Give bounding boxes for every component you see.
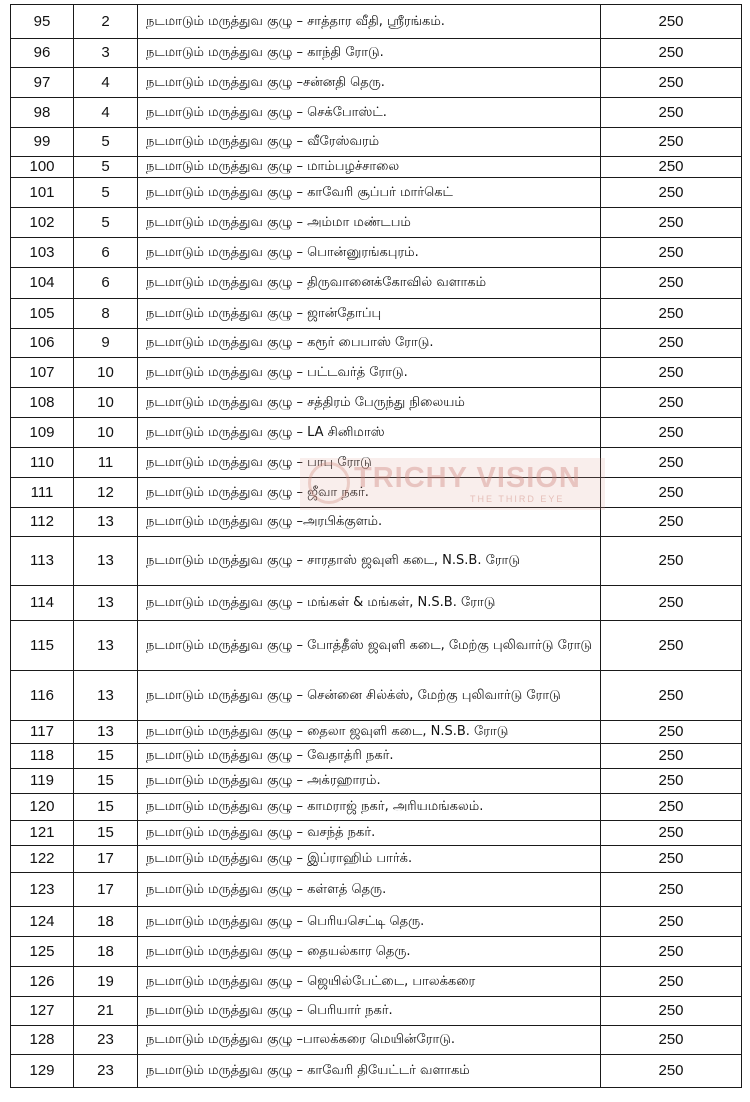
location-cell: நடமாடும் மருத்துவ குழு – சாத்தார வீதி, ஸ்ரீரங்கம். <box>138 5 601 39</box>
amount-cell: 250 <box>601 358 742 388</box>
serial-number-cell: 112 <box>11 508 74 537</box>
ward-number-cell: 6 <box>74 268 138 299</box>
serial-number-cell: 109 <box>11 418 74 448</box>
ward-number-cell: 15 <box>74 794 138 821</box>
table-row <box>11 537 742 586</box>
serial-number-cell: 123 <box>11 873 74 907</box>
serial-number-cell: 120 <box>11 794 74 821</box>
table-row <box>11 907 742 937</box>
serial-number-cell: 105 <box>11 299 74 329</box>
table-row <box>11 39 742 68</box>
ward-number-cell: 9 <box>74 329 138 358</box>
amount-cell: 250 <box>601 299 742 329</box>
ward-number-cell: 10 <box>74 358 138 388</box>
table-row <box>11 329 742 358</box>
amount-cell: 250 <box>601 744 742 769</box>
ward-number-cell: 2 <box>74 5 138 39</box>
table-row <box>11 418 742 448</box>
amount-cell: 250 <box>601 537 742 586</box>
serial-number-cell: 111 <box>11 478 74 508</box>
ward-number-cell: 18 <box>74 937 138 967</box>
ward-number-cell: 13 <box>74 721 138 744</box>
serial-number-cell: 118 <box>11 744 74 769</box>
location-cell: நடமாடும் மருத்துவ குழு – ஜெயில்பேட்டை, பாலக்கரை <box>138 967 601 997</box>
ward-number-cell: 13 <box>74 537 138 586</box>
ward-number-cell: 13 <box>74 586 138 621</box>
location-cell: நடமாடும் மருத்துவ குழு – கள்ளத் தெரு. <box>138 873 601 907</box>
amount-cell: 250 <box>601 769 742 794</box>
amount-cell: 250 <box>601 329 742 358</box>
serial-number-cell: 99 <box>11 128 74 157</box>
serial-number-cell: 127 <box>11 997 74 1026</box>
watermark-subtitle: THE THIRD EYE <box>470 494 565 504</box>
serial-number-cell: 106 <box>11 329 74 358</box>
amount-cell: 250 <box>601 671 742 721</box>
table-row <box>11 5 742 39</box>
location-cell: நடமாடும் மருத்துவ குழு – காவேரி சூப்பர் மார்கெட் <box>138 178 601 208</box>
location-cell: நடமாடும் மருத்துவ குழு – அம்மா மண்டபம் <box>138 208 601 238</box>
table-row <box>11 967 742 997</box>
location-cell: நடமாடும் மருத்துவ குழு – செக்போஸ்ட். <box>138 98 601 128</box>
amount-cell: 250 <box>601 621 742 671</box>
location-cell: நடமாடும் மருத்துவ குழு – பெரியார் நகர். <box>138 997 601 1026</box>
amount-cell: 250 <box>601 68 742 98</box>
amount-cell: 250 <box>601 208 742 238</box>
ward-number-cell: 4 <box>74 98 138 128</box>
table-row <box>11 621 742 671</box>
location-cell: நடமாடும் மருத்துவ குழு – காமராஜ் நகர், அரியமங்கலம். <box>138 794 601 821</box>
serial-number-cell: 95 <box>11 5 74 39</box>
location-cell: நடமாடும் மருத்துவ குழு – அக்ரஹாரம். <box>138 769 601 794</box>
table-row <box>11 1026 742 1055</box>
amount-cell: 250 <box>601 128 742 157</box>
location-cell: நடமாடும் மருத்துவ குழு – கரூர் பைபாஸ் ரோடு. <box>138 329 601 358</box>
table-row <box>11 299 742 329</box>
location-cell: நடமாடும் மருத்துவ குழு – ஜீவா நகர். <box>138 478 601 508</box>
ward-number-cell: 21 <box>74 997 138 1026</box>
table-row <box>11 388 742 418</box>
ward-number-cell: 10 <box>74 418 138 448</box>
amount-cell: 250 <box>601 448 742 478</box>
ward-number-cell: 11 <box>74 448 138 478</box>
location-cell: நடமாடும் மருத்துவ குழு – போத்தீஸ் ஜவுளி கடை, மேற்கு புலிவார்டு ரோடு <box>138 621 601 671</box>
location-cell: நடமாடும் மருத்துவ குழு – சாரதாஸ் ஜவுளி கடை, N.S.B. ரோடு <box>138 537 601 586</box>
ward-number-cell: 4 <box>74 68 138 98</box>
location-cell: நடமாடும் மருத்துவ குழு –அரபிக்குளம். <box>138 508 601 537</box>
location-cell: நடமாடும் மருத்துவ குழு – சென்னை சில்க்ஸ், மேற்கு புலிவார்டு ரோடு <box>138 671 601 721</box>
ward-number-cell: 6 <box>74 238 138 268</box>
ward-number-cell: 5 <box>74 178 138 208</box>
table-row <box>11 794 742 821</box>
ward-number-cell: 13 <box>74 621 138 671</box>
amount-cell: 250 <box>601 873 742 907</box>
serial-number-cell: 116 <box>11 671 74 721</box>
location-cell: நடமாடும் மருத்துவ குழு – இப்ராஹிம் பார்க். <box>138 846 601 873</box>
amount-cell: 250 <box>601 1026 742 1055</box>
ward-number-cell: 13 <box>74 508 138 537</box>
table-row <box>11 821 742 846</box>
location-cell: நடமாடும் மருத்துவ குழு – வேதாத்ரி நகர். <box>138 744 601 769</box>
table-row <box>11 846 742 873</box>
amount-cell: 250 <box>601 937 742 967</box>
serial-number-cell: 110 <box>11 448 74 478</box>
serial-number-cell: 107 <box>11 358 74 388</box>
ward-number-cell: 12 <box>74 478 138 508</box>
serial-number-cell: 122 <box>11 846 74 873</box>
serial-number-cell: 102 <box>11 208 74 238</box>
ward-number-cell: 5 <box>74 128 138 157</box>
ward-number-cell: 5 <box>74 157 138 178</box>
amount-cell: 250 <box>601 846 742 873</box>
location-cell: நடமாடும் மருத்துவ குழு – பெரியசெட்டி தெரு. <box>138 907 601 937</box>
amount-cell: 250 <box>601 178 742 208</box>
amount-cell: 250 <box>601 5 742 39</box>
ward-number-cell: 18 <box>74 907 138 937</box>
table-row <box>11 873 742 907</box>
location-cell: நடமாடும் மருத்துவ குழு – பாபு ரோடு <box>138 448 601 478</box>
table-row <box>11 128 742 157</box>
table-row <box>11 268 742 299</box>
ward-number-cell: 15 <box>74 821 138 846</box>
table-row <box>11 178 742 208</box>
table-row <box>11 769 742 794</box>
serial-number-cell: 121 <box>11 821 74 846</box>
amount-cell: 250 <box>601 388 742 418</box>
location-cell: நடமாடும் மருத்துவ குழு – தைலா ஜவுளி கடை, N.S.B. ரோடு <box>138 721 601 744</box>
ward-number-cell: 8 <box>74 299 138 329</box>
amount-cell: 250 <box>601 721 742 744</box>
amount-cell: 250 <box>601 39 742 68</box>
amount-cell: 250 <box>601 157 742 178</box>
table-row <box>11 508 742 537</box>
location-cell: நடமாடும் மருத்துவ குழு –சன்னதி தெரு. <box>138 68 601 98</box>
table-row <box>11 1055 742 1088</box>
location-cell: நடமாடும் மருத்துவ குழு –பாலக்கரை மெயின்ரோடு. <box>138 1026 601 1055</box>
amount-cell: 250 <box>601 268 742 299</box>
location-cell: நடமாடும் மருத்துவ குழு – மங்கள் & மங்கள், N.S.B. ரோடு <box>138 586 601 621</box>
location-cell: நடமாடும் மருத்துவ குழு – காந்தி ரோடு. <box>138 39 601 68</box>
amount-cell: 250 <box>601 794 742 821</box>
ward-number-cell: 3 <box>74 39 138 68</box>
serial-number-cell: 101 <box>11 178 74 208</box>
table-row <box>11 478 742 508</box>
amount-cell: 250 <box>601 478 742 508</box>
table-row <box>11 937 742 967</box>
location-cell: நடமாடும் மருத்துவ குழு – காவேரி தியேட்டர் வளாகம் <box>138 1055 601 1088</box>
table-row <box>11 98 742 128</box>
serial-number-cell: 108 <box>11 388 74 418</box>
table-row <box>11 997 742 1026</box>
locations-table <box>10 4 742 1088</box>
amount-cell: 250 <box>601 418 742 448</box>
table-row <box>11 721 742 744</box>
table-row <box>11 744 742 769</box>
location-cell: நடமாடும் மருத்துவ குழு – பட்டவர்த் ரோடு. <box>138 358 601 388</box>
serial-number-cell: 119 <box>11 769 74 794</box>
serial-number-cell: 97 <box>11 68 74 98</box>
location-cell: நடமாடும் மருத்துவ குழு – பொன்னுரங்கபுரம். <box>138 238 601 268</box>
serial-number-cell: 96 <box>11 39 74 68</box>
table-row <box>11 586 742 621</box>
ward-number-cell: 23 <box>74 1026 138 1055</box>
location-cell: நடமாடும் மருத்துவ குழு – தையல்கார தெரு. <box>138 937 601 967</box>
amount-cell: 250 <box>601 98 742 128</box>
amount-cell: 250 <box>601 997 742 1026</box>
location-cell: நடமாடும் மருத்துவ குழு – சத்திரம் பேருந்து நிலையம் <box>138 388 601 418</box>
ward-number-cell: 15 <box>74 744 138 769</box>
location-cell: நடமாடும் மருத்துவ குழு – ஜான்தோப்பு <box>138 299 601 329</box>
ward-number-cell: 13 <box>74 671 138 721</box>
amount-cell: 250 <box>601 967 742 997</box>
serial-number-cell: 113 <box>11 537 74 586</box>
serial-number-cell: 100 <box>11 157 74 178</box>
location-cell: நடமாடும் மருத்துவ குழு – திருவானைக்கோவில் வளாகம் <box>138 268 601 299</box>
amount-cell: 250 <box>601 508 742 537</box>
table-row <box>11 358 742 388</box>
location-cell: நடமாடும் மருத்துவ குழு – LA சினிமாஸ் <box>138 418 601 448</box>
serial-number-cell: 129 <box>11 1055 74 1088</box>
ward-number-cell: 5 <box>74 208 138 238</box>
table-row <box>11 671 742 721</box>
watermark-title: TRICHY VISION <box>354 462 581 494</box>
amount-cell: 250 <box>601 238 742 268</box>
serial-number-cell: 128 <box>11 1026 74 1055</box>
serial-number-cell: 104 <box>11 268 74 299</box>
table-row <box>11 448 742 478</box>
ward-number-cell: 17 <box>74 873 138 907</box>
amount-cell: 250 <box>601 586 742 621</box>
ward-number-cell: 15 <box>74 769 138 794</box>
serial-number-cell: 124 <box>11 907 74 937</box>
table-row <box>11 238 742 268</box>
table-row <box>11 157 742 178</box>
serial-number-cell: 114 <box>11 586 74 621</box>
serial-number-cell: 103 <box>11 238 74 268</box>
serial-number-cell: 117 <box>11 721 74 744</box>
amount-cell: 250 <box>601 821 742 846</box>
ward-number-cell: 19 <box>74 967 138 997</box>
serial-number-cell: 98 <box>11 98 74 128</box>
ward-number-cell: 23 <box>74 1055 138 1088</box>
serial-number-cell: 125 <box>11 937 74 967</box>
ward-number-cell: 17 <box>74 846 138 873</box>
serial-number-cell: 115 <box>11 621 74 671</box>
location-cell: நடமாடும் மருத்துவ குழு – மாம்பழச்சாலை <box>138 157 601 178</box>
table-row <box>11 208 742 238</box>
amount-cell: 250 <box>601 907 742 937</box>
location-cell: நடமாடும் மருத்துவ குழு – வீரேஸ்வரம் <box>138 128 601 157</box>
location-cell: நடமாடும் மருத்துவ குழு – வசந்த் நகர். <box>138 821 601 846</box>
serial-number-cell: 126 <box>11 967 74 997</box>
amount-cell: 250 <box>601 1055 742 1088</box>
table-row <box>11 68 742 98</box>
ward-number-cell: 10 <box>74 388 138 418</box>
table-body <box>11 5 742 1088</box>
